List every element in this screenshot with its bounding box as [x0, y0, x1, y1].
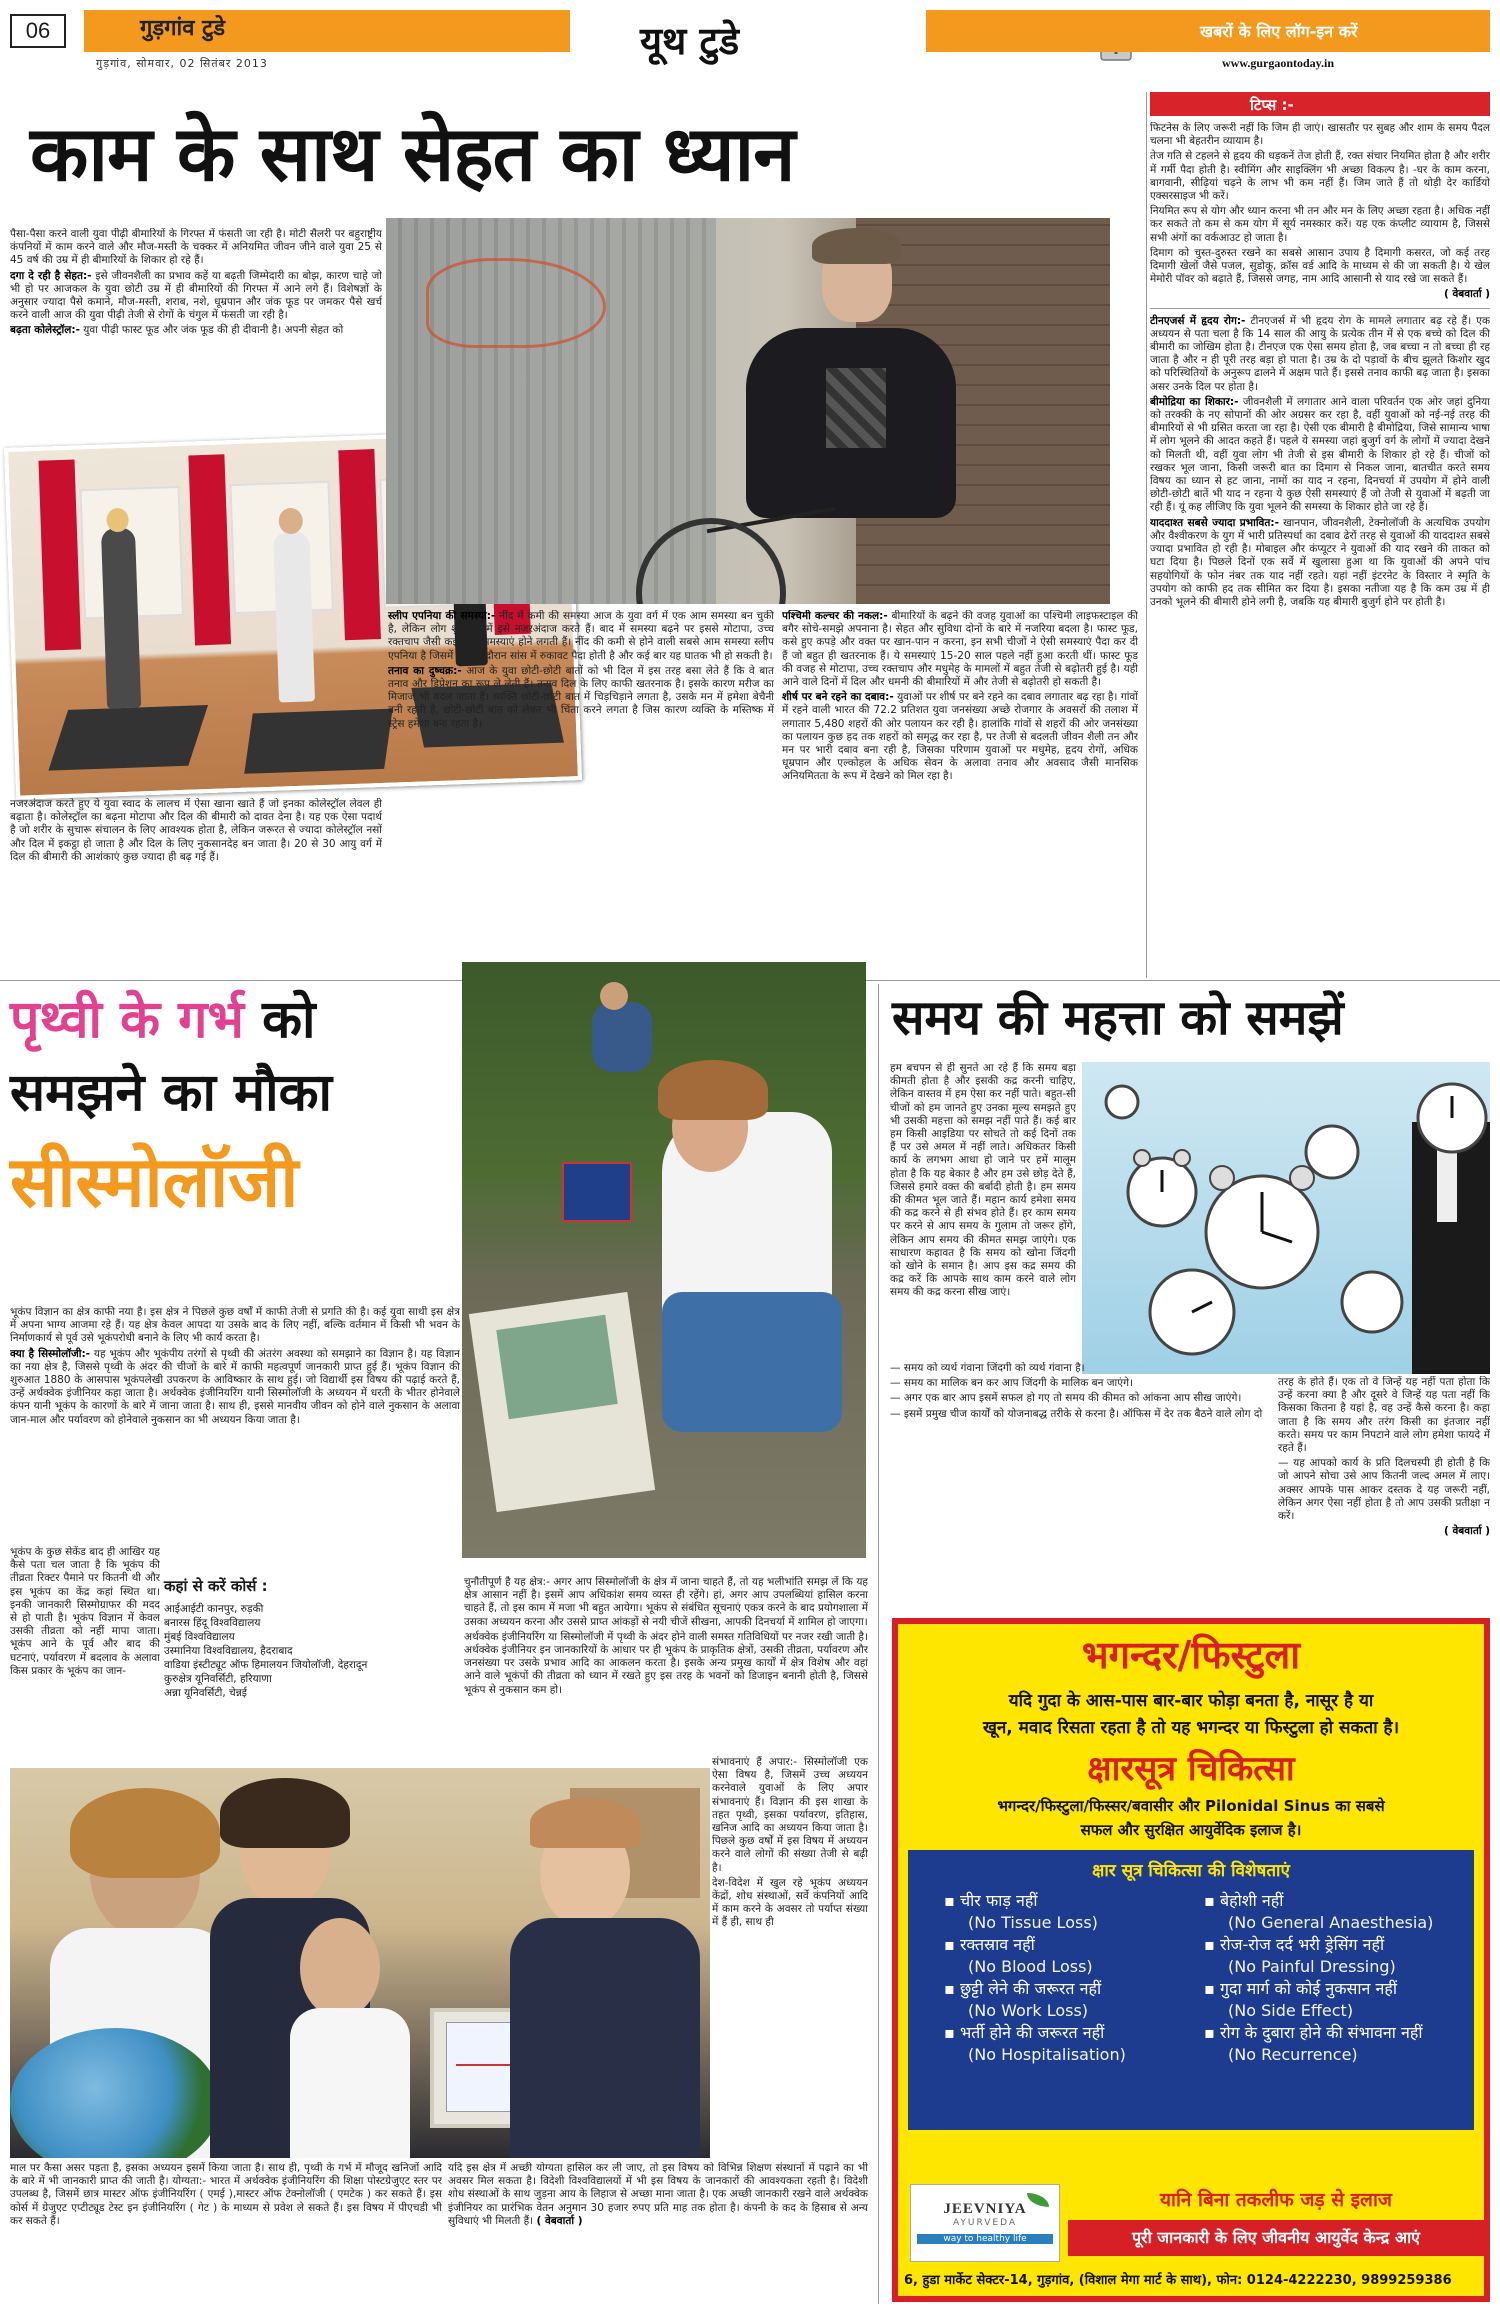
seismology-field-photo: [462, 962, 866, 1558]
ad-logo: [910, 2184, 1060, 2262]
clocks-illustration: [1082, 1062, 1490, 1374]
seismology-p6: संभावनाएं हैं अपार:- सिस्मोलॉजी एक ऐसा विषय है, जिसमें उच्च अध्ययन करनेवाले युवाओं के लिए अपार संभावनाएं हैं। विज्ञान की इस शाखा के तहत पृथ्वी, इसका पर्यावरण, इतिहास, खनिज आदि का अध्ययन किया जाता है। पिछले कुछ वर्षों में इस विषय में अध्ययन करने वाले लोगों की संख्या तेजी से बढ़ी है। देश-विदेश में खुल रहे भूकंप अध्ययन केंद्रों, शोध संस्थाओं, सर्वे कंपनियों आदि में काम करने के अवसर तो पर्याप्त संख्या में हैं ही, साथ ही: [712, 1756, 868, 1929]
feature-item-en: (No Recurrence): [1228, 2045, 1358, 2064]
ad-line1: यदि गुदा के आस-पास बार-बार फोड़ा बनता है, नासूर है या: [1008, 1691, 1374, 1711]
feature-item-en: (No Work Loss): [968, 2001, 1089, 2020]
ad-fistula[interactable]: [892, 1618, 1490, 2302]
ad-features: [908, 1850, 1474, 2130]
ad-line3: भगन्दर/फिस्टुला/फिस्सर/बवासीर और Pilonidal Sinus का सबसे: [997, 1797, 1385, 1815]
course-item: अन्ना यूनिवर्सिटी, चेन्नई: [164, 1687, 247, 1699]
feature-item: ▪ चीर फाड़ नहीं: [944, 1890, 1194, 1912]
ad-features-title: क्षार सूत्र चिकित्सा की विशेषताएं: [1092, 1861, 1290, 1881]
course-item: उस्मानिया विश्वविद्यालय, हैदराबाद: [164, 1645, 293, 1657]
dateline: गुड़गांव, सोमवार, 02 सितंबर 2013: [96, 57, 268, 70]
headline-health: काम के साथ सेहत का ध्यान: [30, 109, 795, 198]
feature-item: ▪ रक्तस्राव नहीं: [944, 1934, 1194, 1956]
seismology-p8: माल पर कैसा असर पड़ता है, इसका अध्ययन इसमें किया जाता है। साथ ही, पृथ्वी के गर्भ में मौजूद खनिजों आदि के बारे में भी जानकारी प्राप्त की जाती है। योग्यता:- भारत में अर्थक्वेक इंजीनियरिंग की शिक्षा पोस्टग्रेजुएट स्तर पर उपलब्ध है, जिसमें छात्र मास्टर ऑफ इंजीनियरिंग ( एमई ),मास्टर ऑफ टेक्नोलॉजी ( एमटेक ) कर सकते हैं। इस कोर्स में ग्रेजुएट एप्टीट्यूड टेस्ट इन इंजीनियरिंग ( गेट ) के माध्यम से प्रवेश ले सकते हैं। इस विषय में पीएचडी भी कर सकते हैं।: [10, 2162, 442, 2227]
tips-title: टिप्स :-: [1150, 92, 1490, 116]
ad-tagline1: यानि बिना तकलीफ जड़ से इलाज: [1160, 2189, 1392, 2211]
logo-tag: way to healthy life: [917, 2234, 1053, 2244]
ad-line4: सफल और सुरक्षित आयुर्वेदिक इलाज है।: [1080, 1821, 1302, 1839]
health-col-b: स्लीप एपनिया की समस्या:- नींद में कमी की समस्या आज के युवा वर्ग में एक आम समस्या बन चुकी है, लेकिन लोग शुरुआत में इसे नजरअंदाज करते हैं। बाद में समस्या बढ़ने पर इससे मोटापा, उच्च रक्तचाप जैसी कई अन्य समस्याएं होने लगती हैं। नींद की कमी से होने वाली सबसे आम समस्या स्लीप एपनिया है जिसमें नींद के दौरान सांस में रुकावट पैदा होती है और कई बार यह घातक भी हो सकती है। तनाव का दुष्चक्र:- आज के युवा छोटी-छोटी बातों को भी दिल में इस तरह बसा लेते हैं कि वे बात तनाव और डिप्रेशन का रूप ले लेती हैं। तनाव दिल के लिए काफी खतरनाक है। इसके कारण मरीज का मिजाज भी बदल जाता है। व्यक्ति छोटी-छोटी बात में चिड़चिड़ाने लगता है, उसके मन में हमेशा बेचैनी बनी रहती है, छोटी-छोटी बात को लेकर भी चिंता करने लगता है जिस कारण व्यक्ति के मस्तिष्क में स्ट्रेस हमेशा बना रहता है।: [388, 610, 774, 730]
seismology-p3: भूकंप के कुछ सेकेंड बाद ही आखिर यह कैसे पता चल जाता है कि भूकंप की तीव्रता रिक्टर पैमाने पर कितनी थी और इस भूकंप का केंद्र कहां स्थित था। इनकी जानकारी सिस्मोग्राफर की मदद से हो पाती है। भूकंप विज्ञान में केवल उसकी तीव्रता को नहीं मापा जाता। भूकंप आने के पूर्व और बाद की घटनाएं, पर्यावरण में बदलाव के अलावा किस प्रकार के भूकंप का जान-: [10, 1546, 160, 1677]
tips-box: टिप्स :- फिटनेस के लिए जरूरी नहीं कि जिम ही जाएं। खासतौर पर सुबह और शाम के समय पैदल चलना भी बेहतरीन व्यायाम है। तेज गति से टहलने से हृदय की धड़कनें तेज होती हैं, रक्त संचार नियमित होता है और शरीर में गर्मी पैदा होती है। स्वीमिंग और साइक्लिंग भी अच्छा विकल्प है। -घर के काम करना, बागवानी, सीढ़ियां चढ़ने के लाभ भी कम नहीं हैं। जिम जाते हैं तो थोड़ी देर कार्डियो एक्सरसाइज भी करें। नियमित रूप से योग और ध्यान करना भी तन और मन के लिए अच्छा रहता है। अधिक नहीं कर सकते तो कम से कम योग में सूर्य नमस्कार करें। यह एक कंप्लीट व्यायाम है, जिससे सभी अंगों का वर्कआउट हो जाता है। दिमाग को चुस्त-दुरुस्त रखने का सबसे आसान उपाय है दिमागी कसरत, जो कई तरह दिमागी खेलों जैसे पजल, सुडोकू, क्रॉस वर्ड आदि के माध्यम से की जा सकती है। ये खेल मेमोरी पॉवर को बढ़ाते हैं, जिससे जगह, नाम आदि आसानी से याद रखे जा सकते हैं। ( वेबवार्ता ) टीनएजर्स में हृदय रोग:- टीनएजर्स में भी हृदय रोग के मामले लगातार बढ़ रहे हैं। एक अध्ययन से पता चला है कि 14 साल की आयु के प्रत्येक तीन में से एक बच्चे को दिल की बीमारी का जोखिम होता है। टीनएज एक ऐसा समय होता है, जब बच्चा न तो बच्चा ही रह जाता है और न ही पूरी तरह बड़ा हो पाता है। उम्र के दो पड़ावों के बीच झूलते किशोर खुद को परिस्थितियों के अनुरूप ढालने में अक्षम पाते हैं। इससे तनाव काफी बढ़ जाता है। इसका असर उनके दिल पर होता है। बीमोद्रिया का शिकार:- जीवनशैली में लगातार आने वाला परिवर्तन एक ओर जहां दुनिया को तरक्की के नए सोपानों की ओर अग्रसर कर रहा है, वहीं युवाओं को नई-नई तरह की बीमारियों से भी ग्रसित करता जा रहा है। ऐसी एक बीमारी है बीमोद्रिया, जिसे सामान्य भाषा में लोग भूलने की आदत कहते हैं। पहले ये समस्या जहां बुजुर्ग वर्ग के लोगों में ज्यादा देखने को मिलती थी, वहीं युवा लोग भी तेजी से इस बीमारी के शिकार हो रहे हैं। चीजों को रखकर भूल जाना, किसी जरूरी बात का दिमाग से निकल जाना, बातचीत करते समय विषय का ध्यान से हट जाना, नामों का याद न रहना, दिनचर्या में उपयोग में होने वाली छोटी-छोटी बातें भी याद न रहना ये कुछ ऐसी समस्याएं हैं जो तेजी से युवाओं में बढ़ती जा रही हैं। यूं कह लीजिए कि युवा भूलने की समस्या के शिकार होते जा रहे हैं। याददाश्त सबसे ज्यादा प्रभावित:- खानपान, जीवनशैली, टेक्नोलॉजी के अत्यधिक उपयोग और वैश्वीकरण के युग में भारी प्रतिस्पर्धा का दबाव ढेरों तरह से युवाओं की याददाश्त सबसे ज्यादा प्रभावित हो रही है। मोबाइल और कंप्यूटर ने युवाओं की याद रखने की ताकत को घटा दिया है। पिछले दिनों एक सर्वे में खुलासा हुआ था कि युवाओं की अपने पांच सहयोगियों के फोन नंबर तक याद नहीं रहते। यहां नहीं इंटरनेट के विस्तार ने स्मृति के उपयोग को काफी हद तक सीमित कर दिया है। इसका नतीजा यह है कि कम उम्र में ही उनको भूलने की बीमारी होने लगी है, जबकि यह बीमारी बुजुर्ग होने पर होती है।: [1150, 92, 1490, 978]
course-list: [164, 1602, 454, 1700]
health-col-a: नजरअंदाज करते हुए ये युवा स्वाद के लालच में ऐसा खाना खाते हैं जो इनका कोलेस्ट्रॉल लेवल ही बढ़ाता है। कोलेस्ट्रॉल का बढ़ना मोटापा और दिल की बीमारी को दावत देना है। यह एक ऐसा पदार्थ है जो शरीर के सुचारू संचालन के लिए आवश्यक होता है, लेकिन जरूरत से ज्यादा कोलेस्ट्रॉल नसों और दिल में इकट्ठा हो जाता है और दिल के लिए नुकसानदेह बन जाता है। 20 से 30 आयु वर्ग में दिल की बीमारी की आशंकाएं कुछ ज्यादा ही बढ़ गई हैं।: [10, 798, 382, 863]
feature-item-en: (No Tissue Loss): [968, 1913, 1098, 1932]
time-col1: हम बचपन से ही सुनते आ रहे हैं कि समय बड़ा कीमती होता है और इसकी कद्र करनी चाहिए, लेकिन वास्तव में हम ऐसा कर नहीं पाते। बहुत-सी चीजों को हम जानते हुए उनका मूल्य समझते हुए भी उसकी महत्ता को समझ नहीं पाते हैं। कई बार हम किसी आइडिया पर सोचते तो कई दिनों तक हैं पर उसे अमल में नहीं लाते। अधिकतर किसी कार्य के लगभग आधा हो जाने पर हमें मालूम होता है कि यह बेकार है और हम उसे छोड़ देते हैं, जिससे हमारे वक्त की बर्बादी होती है। हम समय की कीमत भूल जाते हैं। महान कार्य हमेशा समय की कद्र करने से ही संभव होते हैं। हर काम समय पर करने से आप समय के गुलाम तो जरूर होंगे, लेकिन आप समय की कीमत समझ जाएंगे। एक साधारण कहावत है कि समय को खोना जिंदगी को खोने के समान है। आप इस कद्र समय की कद्र करें कि आपके साथ काम करने वाले लोग समय की कद्र करना सीख जाएं।: [890, 1062, 1076, 1299]
feature-item: ▪ बेहोशी नहीं: [1204, 1890, 1474, 1912]
page-number: 06: [10, 14, 66, 48]
feature-item: ▪ रोग के दुबारा होने की संभावना नहीं: [1204, 2022, 1474, 2044]
logo-name: JEEVNIYA: [943, 2201, 1027, 2217]
section-title: यूथ टुडे: [640, 18, 740, 63]
course-item: बनारस हिंदू विश्वविद्यालय: [164, 1617, 261, 1629]
feature-item-en: (No Hospitalisation): [968, 2045, 1126, 2064]
headline-time: समय की महत्ता को समझें: [892, 990, 1344, 1046]
feature-item-en: (No General Anaesthesia): [1228, 1913, 1434, 1932]
feature-item-en: (No Blood Loss): [968, 1957, 1093, 1976]
ad-line2: खून, मवाद रिसता रहता है तो यह भगन्दर या फिस्टुला हो सकता है।: [982, 1718, 1400, 1738]
feature-item: ▪ भर्ती होने की जरूरत नहीं: [944, 2022, 1194, 2044]
course-item: कुरुक्षेत्र यूनिवर्सिटी, हरियाणा: [164, 1673, 272, 1685]
feature-item-en: (No Side Effect): [1228, 2001, 1354, 2020]
cyclist-photo: [386, 218, 1110, 604]
paper-name: गुड़गांव टुडे: [140, 16, 225, 41]
time-col1-cont: — समय को व्यर्थ गंवाना जिंदगी को व्यर्थ गंवाना है। — समय का मालिक बन कर आप जिंदगी के मालिक बन जाएंगे। — अगर एक बार आप इसमें सफल हो गए तो समय की कीमत को आंकना आप सीख जाएंगे। — इसमें प्रमुख चीज कार्यों को योजनाबद्ध तरीके से करना है। ऑफिस में देर तक बैठने वाले लोग दो: [890, 1362, 1263, 1420]
ad-subtitle: क्षारसूत्र चिकित्सा: [1087, 1749, 1295, 1789]
seismology-p1: भूकंप विज्ञान का क्षेत्र काफी नया है। इस क्षेत्र ने पिछले कुछ वर्षों में काफी तेजी से प्रगति की है। कई युवा साथी इस क्षेत्र में अपना भाग्य आजमा रहे हैं। यह क्षेत्र केवल आपदा या उसके बाद के लिए नहीं, बल्कि वर्तमान में किसी भी भवन के निर्माणकार्य से पूर्व उसे भूकंपरोधी बनाने के लिए भी कार्य करता है। क्या है सिस्मोलॉजी:- यह भूकंप और भूकंपीय तरंगों से पृथ्वी की अंतरंग अवस्था को समझाने का विज्ञान है। यह विज्ञान का नया क्षेत्र है, जिससे पृथ्वी के अंदर की चीजों के बारे में काफी महत्वपूर्ण जानकारी प्राप्त हुई हैं। भूकंप विज्ञान की शुरुआत 1880 के आसपास भूकंपलेखी उपकरण के आविष्कार के साथ हुई। जो विद्यार्थी इस विषय की पढ़ाई करते हैं, उन्हें अर्थक्वेक इंजीनियर कहा जाता है। अर्थक्वेक इंजीनियरिंग यानी सिस्मोलॉजी के अध्ययन में धरती के भीतर होनेवाले कंपन यानी भूकंप के कारणों के बारे में जाना जाता है। साथ ही, इससे मानवीय जीवन को होने वाले नुकसान के अलावा जान-माल और पर्यावरण को होनेवाले नुकसान का भी अध्ययन किया जाता है।: [10, 1306, 460, 1426]
feature-item: ▪ रोज-रोज दर्द भरी ड्रेसिंग नहीं: [1204, 1934, 1474, 1956]
feature-item-en: (No Painful Dressing): [1228, 1957, 1396, 1976]
course-item: आईआईटी कानपुर, रुड़की: [164, 1603, 264, 1615]
course-box: [164, 1576, 454, 1768]
login-text[interactable]: खबरों के लिए लॉग-इन करें: [1200, 22, 1358, 41]
course-item: मुंबई विश्वविद्यालय: [164, 1631, 235, 1643]
logo-sub: AYURVEDA: [952, 2218, 1018, 2228]
course-item: वाडिया इंस्टीट्यूट ऑफ हिमालयन जियोलॉजी, देहरादून: [164, 1659, 368, 1671]
alarm-clock-icon: [1082, 1062, 1490, 1374]
time-col2: तरह के होते हैं। एक तो वे जिन्हें यह नहीं पता होता कि उन्हें करना क्या है और दूसरे वे जिन्हें यह पता नहीं कि किसका कितना है यहां है, वह उन्हें कैसे करना है। कहा जाता है कि समय और तरंग किसी का इंतजार नहीं करते। समय पर काम निपटाने वाले लोग हमेशा फायदे में रहते हैं। — यह आपको कार्य के प्रति दिलचस्पी ही होती है कि जो आपने सोचा उसे आप कितनी जल्द अमल में लाए। अक्सर आपके पास आकर दस्तक दे यह जरूरी नहीं, लेकिन अगर ऐसा नहीं होता है तो आप उसकी प्रतीक्षा न करें। ( वेबवार्ता ): [1278, 1376, 1490, 1538]
seismology-p4: चुनौतीपूर्ण है यह क्षेत्र:- अगर आप सिस्मोलॉजी के क्षेत्र में जाना चाहते हैं, तो यह भलीभांति समझ लें कि यह क्षेत्र आसान नहीं है। इसमें आप अधिकांश समय व्यस्त ही रहेंगे। हां, अगर आप उपलब्धियां हासिल करना चाहते हैं, तो इस काम में मजा भी बहुत आयेगा। भूकंप से संबंधित सूचनाएं एकत्र करने के बाद प्रयोगशाला में उसका अध्ययन करना और उससे प्राप्त आंकड़ों से नयी चीजें सीखना, आपकी दिनचर्या में शामिल हो जाएगा। अर्थक्वेक इंजीनियरिंग या सिस्मोलॉजी में पृथ्वी के अंदर होने वाली समस्त गतिविधियों पर नजर रखी जाती है। अर्थक्वेक इंजीनियर इन जानकारियों के आधार पर ही भूकंप के प्राकृतिक क्षेत्रों, उसकी तीव्रता, पर्यावरण और जनसंख्या पर उसके प्रभाव आदि का आकलन करता है। इसके अन्य प्रमुख कार्यों में क्षेत्र विशेष और वहां आने वाले भूकंपों की तीव्रता को ध्यान में रखते हुए इस तरह के भवनों को डिजाइन बनानी होती है, जिससे भूकंप से नुकसान कम हो।: [464, 1576, 868, 1696]
website-link[interactable]: www.gurgaontoday.in: [1222, 56, 1335, 70]
students-photo: [10, 1768, 710, 2158]
health-col-c: पश्चिमी कल्चर की नकल:- बीमारियों के बढ़ने की वजह युवाओं का पश्चिमी लाइफस्टाइल की बगैर सोचे-समझे अपनाना है। सेहत और सुविधा दोनों के बारे में नजरिया बदला है। फास्ट फूड, कसे हुए कपड़े और वक्त पर खान-पान न करना, इन सभी चीजों ने ऐसी समस्याएं पैदा कर दी हैं जो बहुत ही खतरनाक हैं। ये समस्याएं 15-20 साल पहले नहीं हुआ करती थीं। फास्ट फूड की वजह से मोटापा, उच्च रक्तचाप और मधुमेह के मामलों में बहुत तेजी से बढ़ोतरी हुई है। यही आने वाले दिनों में दिल और धमनी की बीमारियों में और तेजी से बढ़ोतरी हो सकती है। शीर्ष पर बने रहने का दबाव:- युवाओं पर शीर्ष पर बने रहने का दबाव लगातार बढ़ रहा है। गांवों में रहने वाली भारत की 72.2 प्रतिशत युवा जनसंख्या अच्छे रोजगार के अवसरों की तलाश में लगातार 5,480 शहरों की ओर पलायन कर रही है। हालांकि गांवों से शहरों की ओर जनसंख्या का पलायन कुछ हद तक शहरों को समृद्ध कर रहा है, पर तेजी से बदलती जीवन शैली तन और मन पर भारी दबाव बना रही है, जिसका परिणाम युवाओं पर मधुमेह, हृदय रोगों, अधिक धूम्रपान और एल्कोहल के अधिक सेवन के अलावा तनाव और अवसाद जैसी मानसिक अनियमितता के रूप में देखने को मिल रहा है।: [782, 610, 1138, 783]
feature-item: ▪ छुट्टी लेने की जरूरत नहीं: [944, 1978, 1194, 2000]
ad-address: 6, हुडा मार्केट सेक्टर-14, गुड़गांव, (विशाल मेगा मार्ट के साथ), फोन: 0124-4222230, 9899259386: [904, 2273, 1452, 2288]
feature-item: ▪ गुदा मार्ग को कोई नुकसान नहीं: [1204, 1978, 1474, 2000]
ad-title: भगन्दर/फिस्टुला: [1081, 1633, 1301, 1677]
course-title: कहां से करें कोर्स :: [164, 1577, 268, 1595]
seismology-p9: यदि इस क्षेत्र में अच्छी योग्यता हासिल कर ली जाए, तो इस विषय को विभिन्न शिक्षण संस्थानों में पढ़ाने का भी अवसर मिल सकता है। विदेशी विश्वविद्यालयों में भी इस विषय के जानकारों की आवश्यकता रहती है। विदेशी शोध संस्थाओं के साथ जुड़ना आय के लिहाज से अच्छा माना जाता है। एक अच्छी जानकारी रखने वाले अर्थक्वेक इंजीनियर का प्रारंभिक वेतन अनुमान 30 हजार रुपए प्रति माह तक होता है। कंपनी के कद के हिसाब से अन्य सुविधाएं भी मिलती हैं। ( वेबवार्ता ): [448, 2162, 868, 2227]
health-intro: पैसा-पैसा करने वाली युवा पीढ़ी बीमारियों के गिरफ्त में फंसती जा रही है। मोटी सैलरी पर बहुराष्ट्रीय कंपनियों में काम करने वाले और मौज-मस्ती के चक्कर में अनियमित जीवन जीने वाले युवा 25 से 45 वर्ष की उम्र में ही बीमारियों के शिकार हो रहे हैं। दगा दे रही है सेहत:- इसे जीवनशैली का प्रभाव कहें या बढ़ती जिम्मेदारी का बोझ, कारण चाहे जो भी हो पर आजकल के युवा छोटी उम्र में ही बीमारियों की गिरफ्त में आने लगे हैं। विशेषज्ञों के अनुसार ज्यादा पैसे कमाने, मौज-मस्ती, शराब, नशे, धूम्रपान और जंक फूड पर जमकर पैसे खर्च करने वाली आज की युवा पीढ़ी तेजी से रोगों के चंगुल में फंसती जा रही है। बढ़ता कोलेस्ट्रॉल:- युवा पीढ़ी फास्ट फूड और जंक फूड की ही दीवानी है। अपनी सेहत को: [10, 228, 382, 337]
ad-tagline2: पूरी जानकारी के लिए जीवनीय आयुर्वेद केन्द्र आएं: [1068, 2220, 1484, 2256]
headline-seismology: पृथ्वी के गर्भ को समझने का मौका सीस्मोलॉजी: [10, 990, 332, 1223]
